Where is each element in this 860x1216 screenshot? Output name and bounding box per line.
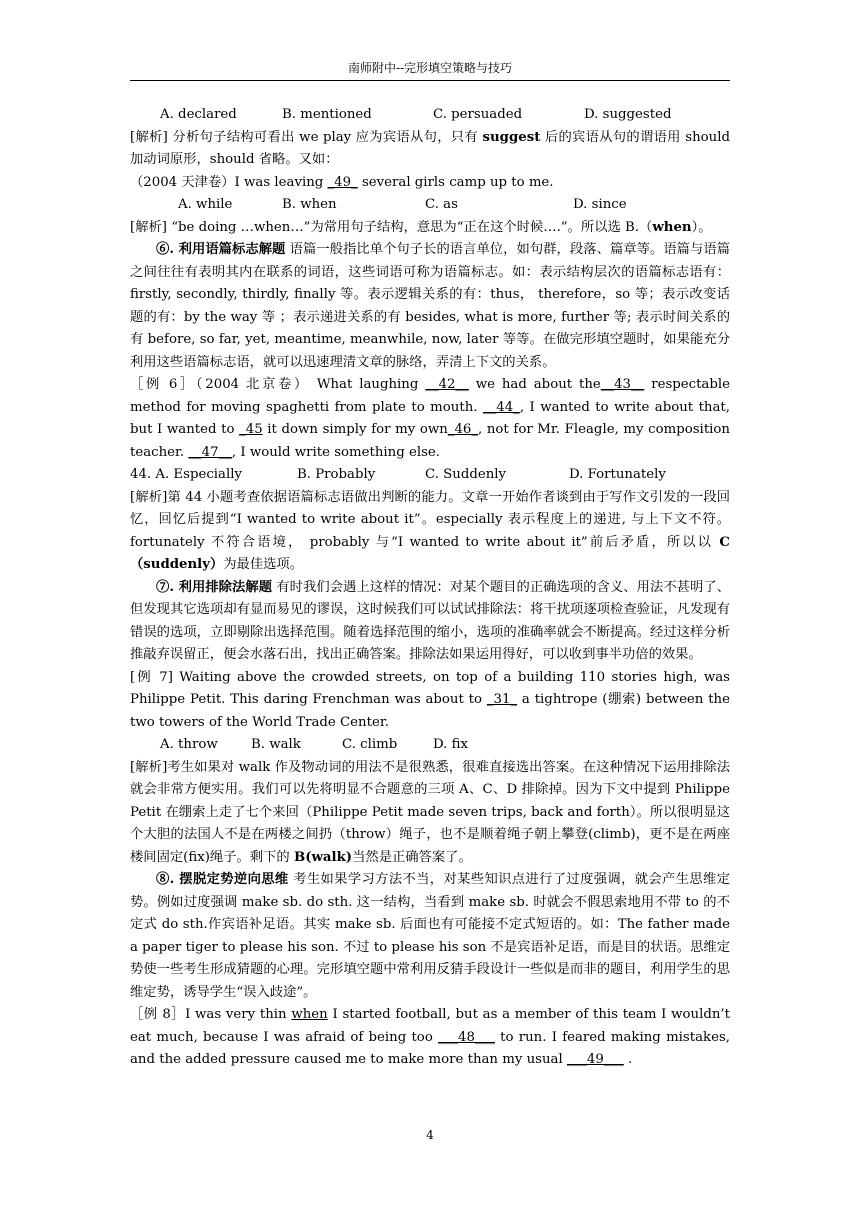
option-c: C. climb	[342, 737, 398, 752]
option-a: A. while	[178, 197, 233, 212]
option-c: C. Suddenly	[425, 467, 507, 482]
ex6-options	[130, 464, 730, 487]
option-a: A. throw	[160, 737, 218, 752]
option-b: B. when	[282, 197, 337, 212]
option-b: B. Probably	[297, 467, 376, 482]
q2-stem: （2004 天津卷）I was leaving _49_ several girls camp up to me.	[130, 174, 554, 190]
q1-analysis: [解析] 分析句子结构可看出 we play 应为宾语从句，只有 suggest 后的宾语从句的谓语用 should 加动词原形，should 省略。又如：	[130, 129, 730, 167]
option-d: D. Fortunately	[569, 467, 666, 482]
section-8: ⑧. 摆脱定势逆向思维 考生如果学习方法不当，对某些知识点进行了过度强调，就会产生思维定势。例如过度强调 make sb. do sth. 这一结构，当看到 make sb. 时就会不假思索地用不带 to 的不定式 do sth.作宾语补足语。其实 make sb. 后面也有可能接不定式短语的。如：The father made a paper tiger to please his son. 不过 to please his son 不是宾语补足语，而是目的状语。思维定势使一些考生形成猜题的心理。完形填空题中常利用反猜手段设计一些似是而非的题目，利用学生的思维定势，诱导学生“误入歧途”。	[130, 872, 730, 1000]
q1-options	[130, 104, 730, 127]
section-8-title: ⑧. 摆脱定势逆向思维	[156, 872, 289, 887]
q2-options	[130, 194, 730, 217]
q2-analysis: [解析] “be doing …when…”为常用句子结构，意思为“正在这个时候….”。所以选 B.（when）。	[130, 219, 712, 235]
option-d: D. fix	[433, 737, 469, 752]
ex7-analysis: [解析]考生如果对 walk 作及物动词的用法不是很熟悉，很难直接选出答案。在这种情况下运用排除法就会非常方便实用。我们可以先将明显不合题意的三项 A、C、D 排除掉。因为下文中提到 Philippe Petit 在绷索上走了七个来回（Philippe Petit made seven trips, back and forth）。所以很明显这个大胆的法国人不是在两楼之间扔（throw）绳子，也不是顺着绳子朝上攀登(climb)，更不是在两座楼间固定(fix)绳子。剩下的 B(walk)当然是正确答案了。	[130, 759, 730, 865]
example-7: [例 7] Waiting above the crowded streets, on top of a building 110 stories high, was Philippe Petit. This daring Frenchman was about to _31_ a tightrope (绷索) between the two towers of the World Trade Center.	[130, 669, 730, 730]
example-6: ［例 6］（2004 北京卷） What laughing __42__ we had about the__43__ respectable method for moving spaghetti from plate to mouth. __44_, I wanted to write about that, but I wanted to _45 it down simply for my own_46_, not for Mr. Fleagle, my composition teacher. __47__, I would write something else.	[130, 377, 730, 460]
blank-49: _49_	[327, 174, 358, 190]
option-d: D. suggested	[584, 107, 672, 122]
example-8: ［例 8］I was very thin when I started football, but as a member of this team I wouldn’t eat much, because I was afraid of being too ___48___ to run. I feared making mistakes, and the added pressure caused me to make more than my usual ___49___ .	[130, 1007, 731, 1067]
option-b: B. walk	[251, 737, 301, 752]
page-number: 4	[426, 1128, 434, 1142]
section-7: ⑦. 利用排除法解题 有时我们会遇上这样的情况：对某个题目的正确选项的含义、用法不甚明了、但发现其它选项却有显而易见的谬误，这时候我们可以试试排除法：将干扰项逐项检查验证，凡发现有错误的选项，立即剔除出选择范围。随着选择范围的缩小，选项的准确率就会不断提高。经过这样分析推敲弃误留正，便会水落石出，找出正确答案。排除法如果运用得好，可以收到事半功倍的效果。	[130, 579, 730, 662]
page-header: 南师附中--完形填空策略与技巧	[347, 61, 513, 75]
option-a: A. declared	[160, 107, 237, 122]
option-d: D. since	[573, 197, 627, 212]
section-7-title: ⑦. 利用排除法解题	[156, 579, 273, 595]
header-divider	[130, 80, 730, 81]
ex6-analysis: [解析]第 44 小题考查依据语篇标志语做出判断的能力。文章一开始作者谈到由于写作文引发的一段回忆，回忆后提到“I wanted to write about it”。especially 表示程度上的递进, 与上下文不符。 fortunately 不符合语境， probably 与“I wanted to write about it”前后矛盾，所以以 C（suddenly）为最佳选项。	[130, 489, 730, 572]
option-c: C. persuaded	[433, 107, 523, 122]
section-6-title: ⑥. 利用语篇标志解题	[156, 242, 286, 257]
document-body	[130, 104, 730, 1072]
option-a: 44. A. Especially	[130, 467, 242, 482]
ex7-options	[130, 734, 730, 757]
option-c: C. as	[425, 197, 458, 212]
option-b: B. mentioned	[282, 107, 372, 122]
section-6: ⑥. 利用语篇标志解题 语篇一般指比单个句子长的语言单位，如句群，段落、篇章等。语篇与语篇之间往往有表明其内在联系的词语，这些词语可称为语篇标志。如：表示结构层次的语篇标志语有：firstly, secondly, thirdly, finally 等。表示逻辑关系的有：thus， therefore，so 等；表示改变话题的有：by the way 等 ；表示递进关系的有 besides, what is more, further 等; 表示时间关系的有 before, so far, yet, meantime, meanwhile, now, later 等等。在做完形填空题时，如果能充分利用这些语篇标志语，就可以迅速理清文章的脉络，弄清上下文的关系。	[130, 242, 730, 370]
